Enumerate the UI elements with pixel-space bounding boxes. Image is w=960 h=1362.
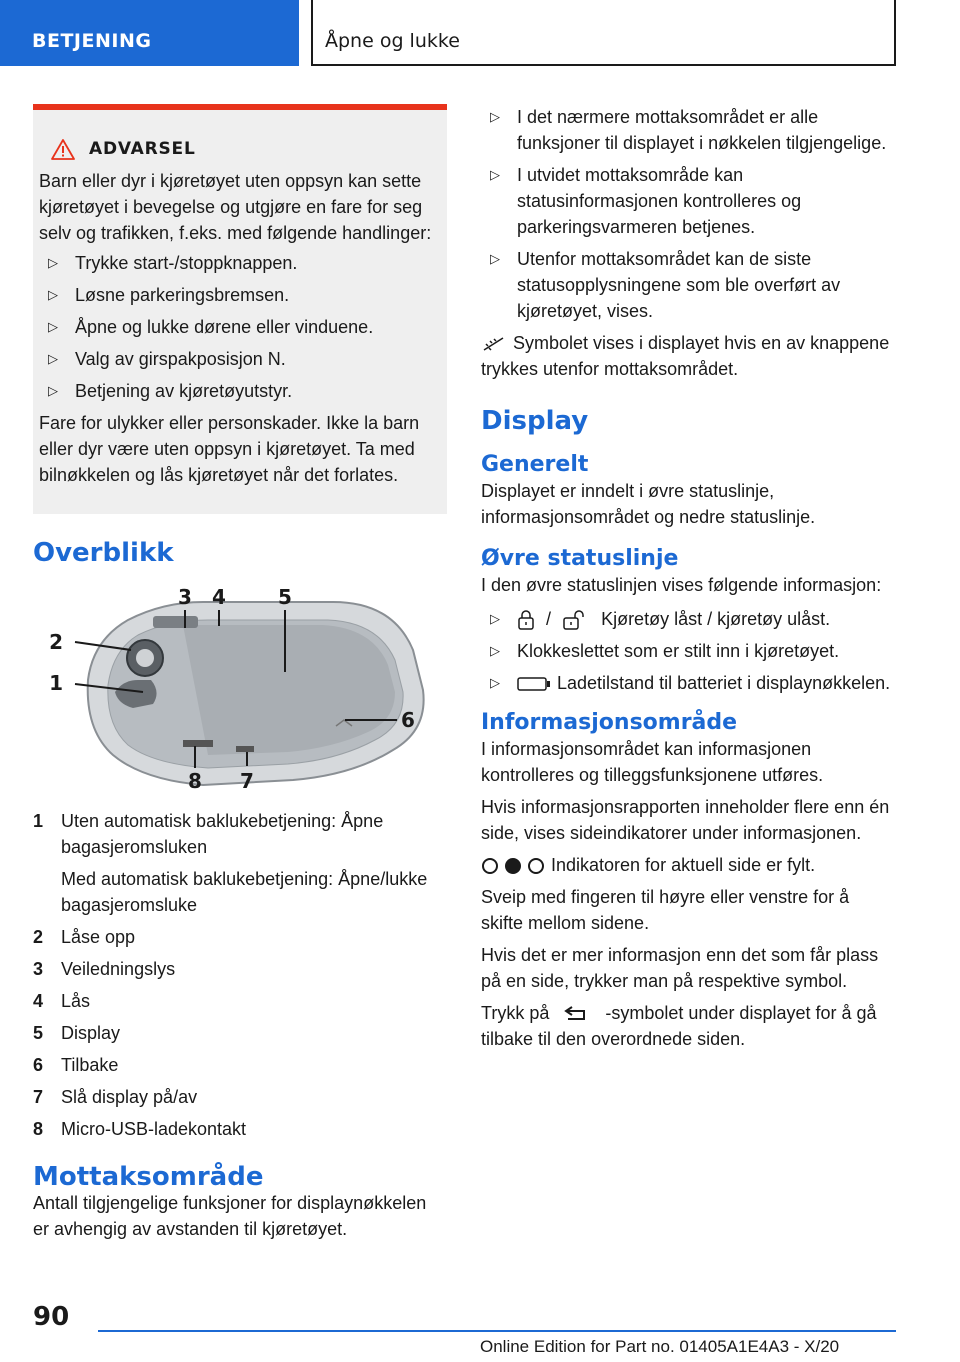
figure-label: 8	[188, 769, 202, 793]
left-column	[33, 104, 447, 1242]
info-text-3: Sveip med fingeren til høyre eller venstre for å skifte mellom sidene.	[481, 887, 850, 933]
overview-list	[33, 808, 447, 1142]
item-number: 5	[33, 1023, 44, 1043]
item-number: 1	[33, 811, 44, 831]
upper-status-heading: Øvre statuslinje	[481, 546, 679, 571]
info-text-1: I informasjonsområdet kan informasjonen kontrolleres og tilleggsfunksjonene utføres.	[481, 739, 824, 785]
list-item-text: Åpne og lukke dørene eller vinduene.	[75, 317, 374, 337]
figure-label: 4	[212, 585, 226, 609]
list-item-text: I utvidet mottaksområde kan statusinformasjonen kontrolleres og parkeringsvarmeren betjenes.	[517, 165, 802, 237]
bullet-triangle-icon: ▷	[48, 319, 58, 334]
bullet-triangle-icon: ▷	[48, 287, 58, 302]
list-item-text: Trykke start-/stoppknappen.	[75, 253, 298, 273]
list-item-text: Betjening av kjøretøyutstyr.	[75, 381, 293, 401]
overview-heading: Overblikk	[33, 538, 174, 568]
section-tab: BETJENING	[0, 0, 299, 66]
item-number: 8	[33, 1119, 44, 1139]
bullet-triangle-icon: ▷	[490, 251, 500, 266]
general-heading: Generelt	[481, 452, 589, 477]
bullet-triangle-icon: ▷	[490, 643, 500, 658]
list-item	[33, 1116, 447, 1142]
item-text: Veiledningslys	[61, 959, 176, 979]
warning-box	[33, 104, 447, 514]
upper-status-list	[481, 606, 893, 696]
page-number: 90	[33, 1302, 70, 1332]
warning-intro: Barn eller dyr i kjøretøyet uten oppsyn kan sette kjøretøyet i bevegelse og utgjøre en fare for seg selv og trafikken, f.eks. med følgende handlinger:	[39, 171, 432, 243]
general-text: Displayet er inndelt i øvre statuslinje, informasjonsområdet og nedre statuslinje.	[481, 481, 816, 527]
list-item-text: Ladetilstand til batteriet i displaynøkkelen.	[557, 673, 891, 693]
list-item	[481, 104, 893, 156]
list-item	[481, 162, 893, 240]
indicator-note-text: Indikatoren for aktuell side er fylt.	[551, 855, 816, 875]
list-item	[33, 808, 447, 918]
lock-closed-icon	[517, 610, 535, 630]
symbol-note-text: Symbolet vises i displayet hvis en av knappene trykkes utenfor mottaksområdet.	[481, 333, 890, 379]
bullet-triangle-icon: ▷	[490, 675, 500, 690]
list-item-text: Valg av girspakposisjon N.	[75, 349, 286, 369]
list-item	[39, 314, 439, 340]
list-item	[33, 956, 447, 982]
info-text-4: Hvis det er mer informasjon enn det som får plass på en side, trykker man på respektive symbol.	[481, 945, 879, 991]
item-number: 3	[33, 959, 44, 979]
item-text: Micro-USB-ladekontakt	[61, 1119, 247, 1139]
list-item	[33, 988, 447, 1014]
bullet-triangle-icon: ▷	[490, 167, 500, 182]
list-item	[39, 378, 439, 404]
list-item-text: I det nærmere mottaksområdet er alle funksjoner til displayet i nøkkelen tilgjengelige.	[517, 107, 887, 153]
item-text: Uten automatisk baklukebetjening: Åpne bagasjeromsluken	[61, 811, 384, 857]
item-text: Tilbake	[61, 1055, 119, 1075]
list-item	[481, 670, 893, 696]
display-heading: Display	[481, 406, 589, 436]
list-item-text: Utenfor mottaksområdet kan de siste statusopplysningene som ble overført av kjøretøyet, vises.	[517, 249, 841, 321]
figure-label: 1	[49, 671, 63, 695]
display-key-figure	[33, 580, 447, 802]
list-item	[481, 638, 893, 664]
bullet-triangle-icon: ▷	[48, 255, 58, 270]
list-item	[33, 924, 447, 950]
bullet-triangle-icon: ▷	[490, 109, 500, 124]
list-item	[33, 1052, 447, 1078]
list-item	[33, 1020, 447, 1046]
warning-list	[39, 250, 439, 404]
bullet-triangle-icon: ▷	[48, 351, 58, 366]
list-item	[39, 282, 439, 308]
out-of-range-icon	[481, 335, 507, 353]
item-text: Med automatisk baklukebetjening: Åpne/lukke bagasjeromsluke	[61, 869, 428, 915]
page-indicator-icon	[481, 856, 545, 876]
list-item	[39, 346, 439, 372]
warning-triangle-icon	[51, 139, 75, 160]
list-item	[481, 246, 893, 324]
figure-label: 7	[240, 769, 254, 793]
upper-status-text: I den øvre statuslinjen vises følgende informasjon:	[481, 575, 882, 595]
reception-heading: Mottaksområde	[33, 1162, 264, 1192]
chapter-title: Åpne og lukke	[311, 0, 896, 66]
item-number: 6	[33, 1055, 44, 1075]
battery-icon	[517, 676, 551, 692]
back-arrow-icon	[560, 1005, 594, 1023]
reception-text: Antall tilgjengelige funksjoner for displaynøkkelen er avhengig av avstanden til kjøretøyet.	[33, 1193, 427, 1239]
item-text: Lås	[61, 991, 91, 1011]
bullet-triangle-icon: ▷	[48, 383, 58, 398]
list-item-text: Klokkeslettet som er stilt inn i kjøretøyet.	[517, 641, 840, 661]
list-item	[39, 250, 439, 276]
symbol-note	[481, 330, 893, 382]
indicator-note	[481, 852, 893, 878]
info-text-2: Hvis informasjonsrapporten inneholder flere enn én side, vises sideindikatorer under informasjonen.	[481, 797, 890, 843]
back-note-post: -symbolet under displayet for å gå tilbake til den overordnede siden.	[481, 1003, 877, 1049]
item-text: Låse opp	[61, 927, 136, 947]
footer-divider	[98, 1330, 896, 1332]
info-area-heading: Informasjonsområde	[481, 710, 738, 735]
right-column	[481, 104, 893, 1052]
reception-list	[481, 104, 893, 324]
lock-open-icon	[562, 610, 588, 630]
item-number: 2	[33, 927, 44, 947]
item-number: 7	[33, 1087, 44, 1107]
back-note	[481, 1000, 893, 1052]
figure-label: 2	[49, 630, 63, 654]
warning-outro: Fare for ulykker eller personskader. Ikke la barn eller dyr være uten oppsyn i kjøretøyet. Ta med bilnøkkelen og lås kjøretøyet når det forlates.	[39, 413, 420, 485]
item-text: Display	[61, 1023, 121, 1043]
item-text: Slå display på/av	[61, 1087, 198, 1107]
list-item	[481, 606, 893, 632]
back-note-pre: Trykk på	[481, 1003, 550, 1023]
list-item-text: Løsne parkeringsbremsen.	[75, 285, 290, 305]
warning-title-text: ADVARSEL	[89, 139, 196, 159]
figure-label: 5	[278, 585, 292, 609]
edition-text: Online Edition for Part no. 01405A1E4A3 - X/20	[480, 1337, 840, 1356]
item-number: 4	[33, 991, 44, 1011]
list-item	[33, 1084, 447, 1110]
warning-title	[51, 136, 439, 162]
bullet-triangle-icon: ▷	[490, 611, 500, 626]
list-item-text: Kjøretøy låst / kjøretøy ulåst.	[601, 609, 831, 629]
figure-label: 3	[178, 585, 192, 609]
lock-separator: /	[546, 609, 552, 629]
figure-label: 6	[401, 708, 415, 732]
